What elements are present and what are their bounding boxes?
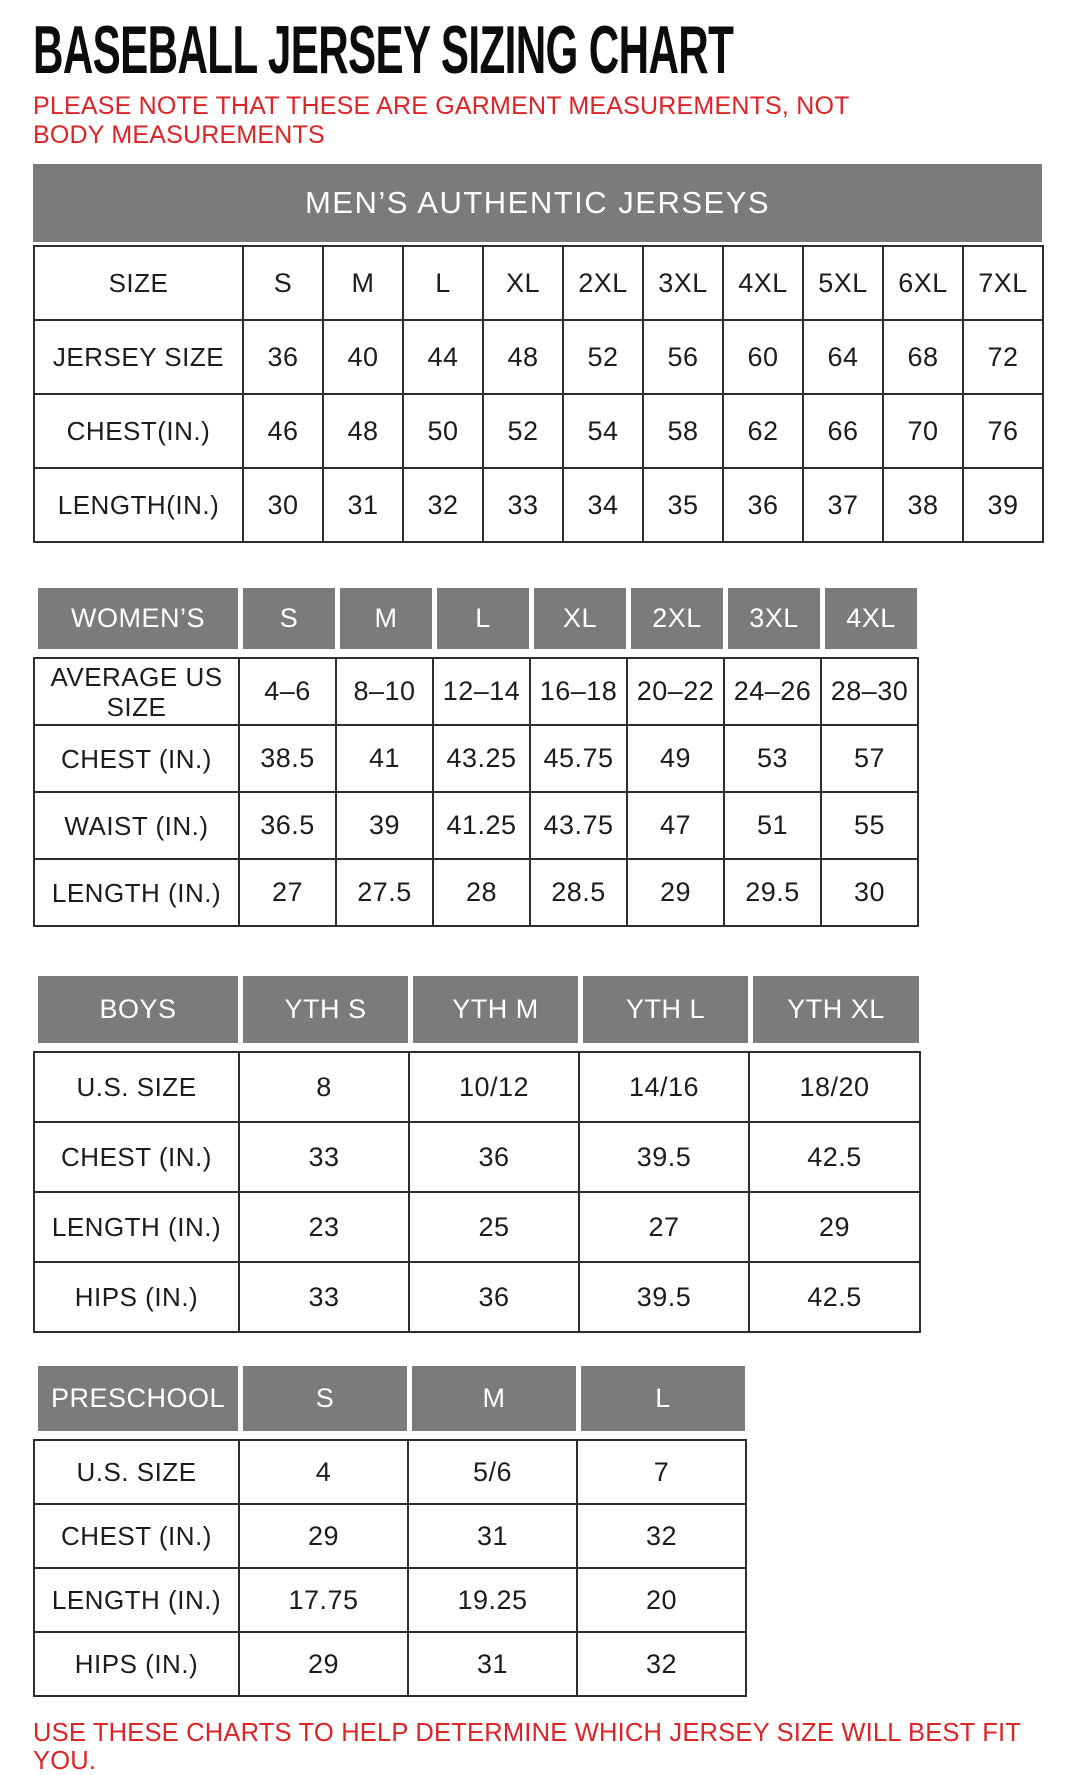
mens-value-cell: 46: [243, 394, 323, 468]
boys-row-label-hips-in: HIPS (IN.): [34, 1262, 239, 1332]
womens-value-cell: 38.5: [239, 725, 336, 792]
preschool-row-label-chest-in: CHEST (IN.): [34, 1504, 239, 1568]
womens-row-length-in: [34, 859, 918, 926]
mens-value-cell: 70: [883, 394, 963, 468]
mens-value-cell: L: [403, 246, 483, 320]
preschool-header-cell-l: L: [579, 1364, 748, 1434]
mens-value-cell: 58: [643, 394, 723, 468]
boys-value-cell: 42.5: [749, 1122, 920, 1192]
womens-row-average-us-size: [34, 658, 918, 725]
boys-value-cell: 10/12: [409, 1052, 579, 1122]
womens-row-label-chest-in: CHEST (IN.): [34, 725, 239, 792]
boys-row-length-in: [34, 1192, 920, 1262]
preschool-row-label-u-s-size: U.S. SIZE: [34, 1440, 239, 1504]
womens-value-cell: 29.5: [724, 859, 821, 926]
boys-value-cell: 42.5: [749, 1262, 920, 1332]
womens-value-cell: 43.75: [530, 792, 627, 859]
mens-value-cell: 36: [243, 320, 323, 394]
mens-value-cell: 32: [403, 468, 483, 542]
boys-header-row: [33, 971, 924, 1048]
mens-banner: MEN’S AUTHENTIC JERSEYS: [33, 164, 1042, 242]
preschool-row-chest-in: [34, 1504, 746, 1568]
preschool-value-cell: 32: [577, 1632, 746, 1696]
preschool-value-cell: 5/6: [408, 1440, 577, 1504]
preschool-value-cell: 4: [239, 1440, 408, 1504]
womens-value-cell: 53: [724, 725, 821, 792]
preschool-value-cell: 17.75: [239, 1568, 408, 1632]
mens-value-cell: 62: [723, 394, 803, 468]
womens-value-cell: 12–14: [433, 658, 530, 725]
preschool-value-cell: 29: [239, 1504, 408, 1568]
mens-value-cell: 37: [803, 468, 883, 542]
mens-value-cell: 6XL: [883, 246, 963, 320]
womens-value-cell: 57: [821, 725, 918, 792]
womens-value-cell: 8–10: [336, 658, 433, 725]
boys-value-cell: 23: [239, 1192, 409, 1262]
preschool-row-hips-in: [34, 1632, 746, 1696]
womens-header-row: [33, 583, 922, 654]
preschool-value-cell: 31: [408, 1504, 577, 1568]
boys-row-label-u-s-size: U.S. SIZE: [34, 1052, 239, 1122]
mens-value-cell: 3XL: [643, 246, 723, 320]
mens-value-cell: 52: [483, 394, 563, 468]
mens-value-cell: 48: [323, 394, 403, 468]
mens-value-cell: 76: [963, 394, 1043, 468]
mens-value-cell: 66: [803, 394, 883, 468]
womens-sizing-table-section: [33, 583, 1077, 927]
womens-value-cell: 20–22: [627, 658, 724, 725]
page-title-text: BASEBALL JERSEY SIZING CHART: [33, 12, 734, 88]
mens-value-cell: 54: [563, 394, 643, 468]
mens-value-cell: S: [243, 246, 323, 320]
boys-row-label-length-in: LENGTH (IN.): [34, 1192, 239, 1262]
mens-value-cell: 4XL: [723, 246, 803, 320]
womens-value-cell: 39: [336, 792, 433, 859]
mens-row-length-in: [34, 468, 1043, 542]
mens-value-cell: 33: [483, 468, 563, 542]
womens-value-cell: 28: [433, 859, 530, 926]
womens-value-cell: 45.75: [530, 725, 627, 792]
mens-value-cell: 35: [643, 468, 723, 542]
boys-row-hips-in: [34, 1262, 920, 1332]
boys-value-cell: 29: [749, 1192, 920, 1262]
preschool-header-cell-preschool: PRESCHOOL: [36, 1364, 241, 1434]
womens-value-cell: 47: [627, 792, 724, 859]
womens-value-cell: 4–6: [239, 658, 336, 725]
mens-value-cell: 40: [323, 320, 403, 394]
mens-value-cell: 30: [243, 468, 323, 542]
boys-value-cell: 25: [409, 1192, 579, 1262]
womens-value-cell: 16–18: [530, 658, 627, 725]
mens-value-cell: 48: [483, 320, 563, 394]
womens-header-cell-women-s: WOMEN’S: [36, 586, 241, 652]
womens-header-cell-3xl: 3XL: [726, 586, 823, 652]
mens-sizing-table-section: [33, 164, 1077, 543]
mens-row-jersey-size: [34, 320, 1043, 394]
mens-value-cell: 50: [403, 394, 483, 468]
mens-value-cell: 7XL: [963, 246, 1043, 320]
womens-value-cell: 49: [627, 725, 724, 792]
boys-value-cell: 36: [409, 1262, 579, 1332]
preschool-row-label-hips-in: HIPS (IN.): [34, 1632, 239, 1696]
garment-measurements-note: PLEASE NOTE THAT THESE ARE GARMENT MEASUREMENTS, NOT BODY MEASUREMENTS: [33, 92, 850, 149]
preschool-row-length-in: [34, 1568, 746, 1632]
womens-value-cell: 36.5: [239, 792, 336, 859]
mens-value-cell: 36: [723, 468, 803, 542]
boys-value-cell: 14/16: [579, 1052, 749, 1122]
womens-header-cell-l: L: [435, 586, 532, 652]
womens-value-cell: 55: [821, 792, 918, 859]
footer-note: USE THESE CHARTS TO HELP DETERMINE WHICH JERSEY SIZE WILL BEST FIT YOU.: [33, 1719, 1021, 1775]
preschool-value-cell: 29: [239, 1632, 408, 1696]
boys-header-cell-yth-l: YTH L: [581, 974, 751, 1046]
womens-value-cell: 24–26: [724, 658, 821, 725]
mens-row-chest-in: [34, 394, 1043, 468]
womens-header-cell-xl: XL: [532, 586, 629, 652]
mens-row-label-chest-in: CHEST(IN.): [34, 394, 243, 468]
boys-value-cell: 8: [239, 1052, 409, 1122]
boys-value-cell: 33: [239, 1262, 409, 1332]
mens-value-cell: XL: [483, 246, 563, 320]
womens-value-cell: 41: [336, 725, 433, 792]
mens-row-label-jersey-size: JERSEY SIZE: [34, 320, 243, 394]
womens-header-cell-2xl: 2XL: [629, 586, 726, 652]
boys-value-cell: 36: [409, 1122, 579, 1192]
preschool-row-label-length-in: LENGTH (IN.): [34, 1568, 239, 1632]
womens-value-cell: 27: [239, 859, 336, 926]
mens-value-cell: 39: [963, 468, 1043, 542]
womens-row-chest-in: [34, 725, 918, 792]
mens-value-cell: 64: [803, 320, 883, 394]
boys-header-cell-yth-xl: YTH XL: [751, 974, 922, 1046]
womens-header-cell-s: S: [241, 586, 338, 652]
mens-value-cell: 60: [723, 320, 803, 394]
boys-value-cell: 27: [579, 1192, 749, 1262]
womens-value-cell: 41.25: [433, 792, 530, 859]
womens-header-cell-m: M: [338, 586, 435, 652]
womens-value-cell: 27.5: [336, 859, 433, 926]
boys-sizing-table-section: [33, 971, 1077, 1333]
womens-table: [33, 657, 919, 927]
mens-value-cell: 2XL: [563, 246, 643, 320]
preschool-sizing-table-section: [33, 1361, 1077, 1697]
preschool-value-cell: 19.25: [408, 1568, 577, 1632]
mens-value-cell: 31: [323, 468, 403, 542]
mens-value-cell: 44: [403, 320, 483, 394]
preschool-value-cell: 31: [408, 1632, 577, 1696]
mens-table: [33, 245, 1044, 543]
boys-header-cell-boys: BOYS: [36, 974, 241, 1046]
mens-value-cell: 38: [883, 468, 963, 542]
boys-header-cell-yth-s: YTH S: [241, 974, 411, 1046]
preschool-row-u-s-size: [34, 1440, 746, 1504]
boys-value-cell: 18/20: [749, 1052, 920, 1122]
womens-row-label-length-in: LENGTH (IN.): [34, 859, 239, 926]
mens-value-cell: 68: [883, 320, 963, 394]
boys-table: [33, 1051, 921, 1333]
womens-value-cell: 43.25: [433, 725, 530, 792]
womens-value-cell: 30: [821, 859, 918, 926]
preschool-header-row: [33, 1361, 750, 1436]
boys-value-cell: 39.5: [579, 1262, 749, 1332]
preschool-header-cell-s: S: [241, 1364, 410, 1434]
preschool-value-cell: 20: [577, 1568, 746, 1632]
boys-row-label-chest-in: CHEST (IN.): [34, 1122, 239, 1192]
mens-value-cell: 72: [963, 320, 1043, 394]
womens-value-cell: 28–30: [821, 658, 918, 725]
womens-value-cell: 29: [627, 859, 724, 926]
preschool-header-cell-m: M: [410, 1364, 579, 1434]
preschool-value-cell: 7: [577, 1440, 746, 1504]
womens-value-cell: 28.5: [530, 859, 627, 926]
mens-row-label-length-in: LENGTH(IN.): [34, 468, 243, 542]
boys-row-chest-in: [34, 1122, 920, 1192]
boys-value-cell: 33: [239, 1122, 409, 1192]
boys-row-u-s-size: [34, 1052, 920, 1122]
womens-row-waist-in: [34, 792, 918, 859]
page-title: [33, 12, 1077, 88]
mens-value-cell: 5XL: [803, 246, 883, 320]
boys-value-cell: 39.5: [579, 1122, 749, 1192]
preschool-table: [33, 1439, 747, 1697]
womens-header-cell-4xl: 4XL: [823, 586, 920, 652]
mens-value-cell: 52: [563, 320, 643, 394]
mens-value-cell: M: [323, 246, 403, 320]
boys-header-cell-yth-m: YTH M: [411, 974, 581, 1046]
womens-value-cell: 51: [724, 792, 821, 859]
mens-row-label-size: SIZE: [34, 246, 243, 320]
mens-row-size: [34, 246, 1043, 320]
mens-value-cell: 56: [643, 320, 723, 394]
mens-value-cell: 34: [563, 468, 643, 542]
womens-row-label-waist-in: WAIST (IN.): [34, 792, 239, 859]
womens-row-label-average-us-size: AVERAGE US SIZE: [34, 658, 239, 725]
preschool-value-cell: 32: [577, 1504, 746, 1568]
